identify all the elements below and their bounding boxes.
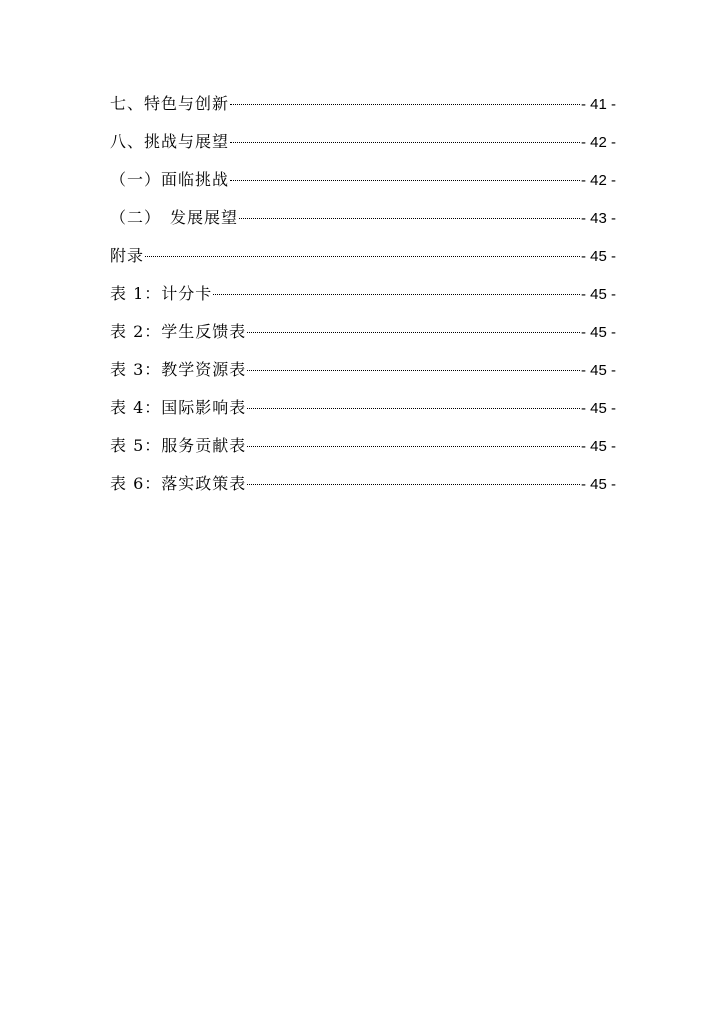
- toc-entry-label: 表 1：计分卡: [110, 284, 213, 303]
- toc-entry-label: 表 6：落实政策表: [110, 474, 247, 493]
- toc-entry-challenges-outlook[interactable]: [110, 123, 616, 161]
- toc-page-number: - 45 -: [580, 324, 616, 341]
- toc-page-number: - 45 -: [580, 286, 616, 303]
- toc-page-number: - 45 -: [580, 400, 616, 417]
- toc-leader-dots: [247, 408, 580, 409]
- toc-entry-features-innovation[interactable]: [110, 85, 616, 123]
- toc-page-number: - 45 -: [580, 248, 616, 265]
- toc-entry-challenges-faced[interactable]: [110, 161, 616, 199]
- toc-leader-dots: [239, 218, 580, 219]
- toc-entry-table-3[interactable]: [110, 351, 616, 389]
- toc-entry-table-1[interactable]: [110, 275, 616, 313]
- toc-entry-label: 附录: [110, 246, 145, 265]
- toc-entry-label: 表 4：国际影响表: [110, 398, 247, 417]
- toc-entry-label: 表 5：服务贡献表: [110, 436, 247, 455]
- toc-leader-dots: [247, 370, 580, 371]
- toc-entry-table-5[interactable]: [110, 427, 616, 465]
- toc-entry-label: 表 2：学生反馈表: [110, 322, 247, 341]
- toc-entry-label: 表 3：教学资源表: [110, 360, 247, 379]
- table-of-contents: [110, 85, 616, 503]
- toc-entry-appendix[interactable]: [110, 237, 616, 275]
- toc-leader-dots: [230, 142, 580, 143]
- toc-entry-label: （二） 发展展望: [110, 208, 239, 227]
- toc-entry-development-outlook[interactable]: [110, 199, 616, 237]
- toc-page-number: - 42 -: [580, 172, 616, 189]
- toc-entry-table-4[interactable]: [110, 389, 616, 427]
- toc-entry-label: （一）面临挑战: [110, 170, 230, 189]
- toc-entry-label: 八、挑战与展望: [110, 132, 230, 151]
- toc-page-number: - 41 -: [580, 96, 616, 113]
- toc-page-number: - 42 -: [580, 134, 616, 151]
- toc-page-number: - 45 -: [580, 362, 616, 379]
- toc-page-number: - 45 -: [580, 476, 616, 493]
- toc-leader-dots: [230, 104, 580, 105]
- toc-leader-dots: [247, 484, 580, 485]
- toc-leader-dots: [247, 446, 580, 447]
- toc-entry-label: 七、特色与创新: [110, 94, 230, 113]
- toc-leader-dots: [230, 180, 580, 181]
- toc-leader-dots: [145, 256, 580, 257]
- toc-page-number: - 45 -: [580, 438, 616, 455]
- toc-page-number: - 43 -: [580, 210, 616, 227]
- toc-entry-table-2[interactable]: [110, 313, 616, 351]
- toc-leader-dots: [213, 294, 580, 295]
- toc-entry-table-6[interactable]: [110, 465, 616, 503]
- toc-leader-dots: [247, 332, 580, 333]
